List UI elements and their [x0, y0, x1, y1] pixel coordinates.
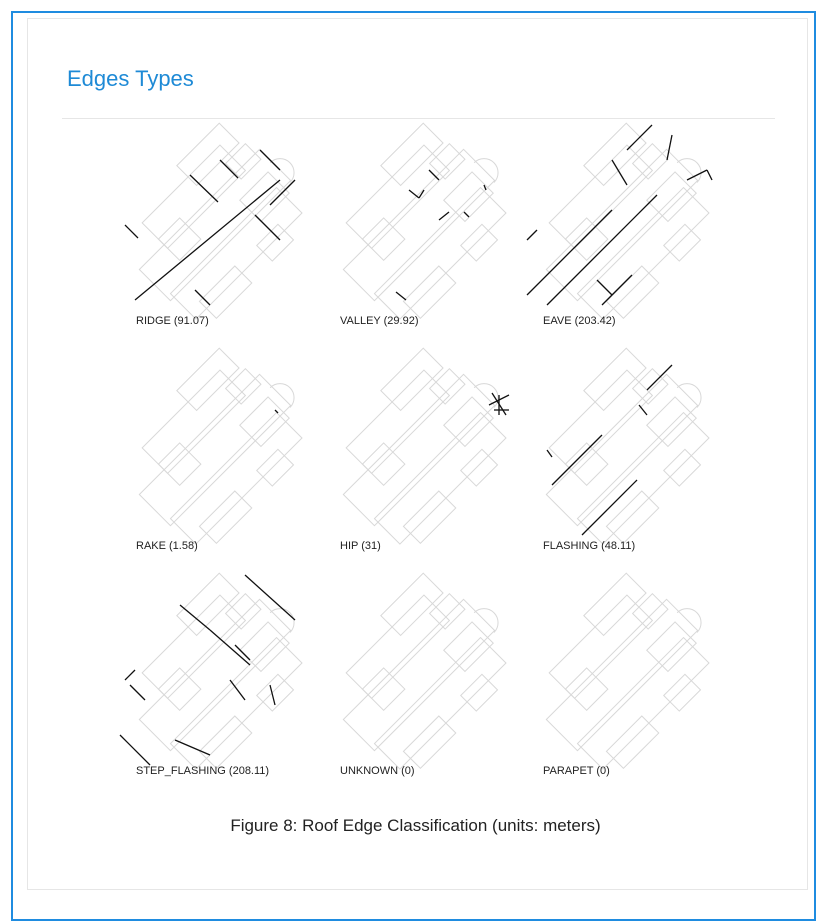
roof-diagram-parapet	[527, 570, 727, 760]
highlighted-edge	[627, 125, 652, 150]
highlighted-edge	[582, 480, 637, 535]
roof-outline	[513, 108, 738, 333]
roof-facet	[142, 145, 245, 248]
roof-outline	[106, 558, 331, 783]
panel-label-unknown: UNKNOWN (0)	[340, 765, 415, 777]
roof-facet	[577, 413, 709, 545]
panel-label-eave: EAVE (203.42)	[543, 315, 616, 327]
roof-diagram-unknown	[324, 570, 524, 760]
roof-facet	[226, 369, 261, 404]
panel-label-ridge: RIDGE (91.07)	[136, 315, 209, 327]
roof-facet	[577, 638, 709, 770]
highlighted-edge	[687, 170, 707, 180]
roof-facet	[549, 595, 652, 698]
roof-facet	[374, 638, 506, 770]
highlighted-edge	[120, 735, 150, 765]
roof-facet	[374, 413, 506, 545]
roof-facet	[257, 674, 294, 711]
highlighted-edge	[547, 195, 657, 305]
roof-facet	[374, 188, 506, 320]
roof-facet	[346, 595, 449, 698]
roof-facet	[199, 491, 251, 543]
section-title: Edges Types	[67, 66, 194, 91]
highlighted-edge	[707, 170, 712, 180]
highlighted-edge	[439, 212, 449, 220]
panel-label-rake: RAKE (1.58)	[136, 540, 198, 552]
highlighted-edge	[639, 405, 647, 415]
highlighted-edge	[125, 670, 135, 680]
roof-facet	[170, 638, 302, 770]
roof-facet	[444, 397, 493, 446]
roof-diagram-hip	[324, 345, 524, 535]
highlighted-edge	[597, 280, 612, 295]
highlighted-edge	[135, 180, 280, 300]
roof-facet	[199, 716, 251, 768]
roof-facet	[549, 145, 652, 248]
roof-outline	[513, 333, 738, 558]
roof-facet	[170, 413, 302, 545]
roof-facet	[142, 370, 245, 473]
panel-ridge	[120, 120, 320, 345]
roof-facet	[403, 716, 455, 768]
roof-facet	[461, 224, 498, 261]
roof-facet	[565, 443, 607, 485]
panel-parapet	[527, 570, 727, 795]
highlighted-edge	[396, 292, 406, 300]
highlighted-edge	[647, 365, 672, 390]
panel-label-hip: HIP (31)	[340, 540, 381, 552]
roof-outline	[310, 333, 535, 558]
roof-facet	[226, 144, 261, 179]
roof-facet	[577, 188, 709, 320]
panel-flashing	[527, 345, 727, 570]
panel-unknown	[324, 570, 524, 795]
panel-rake	[120, 345, 320, 570]
roof-outline	[513, 558, 738, 783]
highlighted-edge	[270, 180, 295, 205]
roof-facet	[461, 674, 498, 711]
highlighted-edge	[464, 212, 469, 217]
roof-facet	[158, 218, 200, 260]
figure-caption: Figure 8: Roof Edge Classification (units: meters)	[230, 816, 601, 835]
roof-facet	[240, 397, 289, 446]
panel-hip	[324, 345, 524, 570]
roof-facet	[403, 491, 455, 543]
roof-facet	[430, 594, 465, 629]
roof-diagram-ridge	[120, 120, 320, 310]
panel-label-flashing: FLASHING (48.11)	[543, 540, 636, 552]
roof-facet	[158, 668, 200, 710]
highlighted-edge	[409, 190, 419, 198]
roof-facet	[257, 224, 294, 261]
panel-label-valley: VALLEY (29.92)	[340, 315, 419, 327]
roof-facet	[664, 224, 701, 261]
highlighted-edge	[260, 150, 280, 170]
roof-diagram-eave	[527, 120, 727, 310]
panel-valley	[324, 120, 524, 345]
roof-facet	[606, 716, 658, 768]
roof-diagram-rake	[120, 345, 320, 535]
roof-facet	[461, 449, 498, 486]
highlighted-edge	[195, 290, 210, 305]
roof-facet	[158, 443, 200, 485]
roof-facet	[403, 266, 455, 318]
roof-facet	[647, 397, 696, 446]
roof-facet	[549, 370, 652, 473]
roof-facet	[633, 594, 668, 629]
highlighted-edge	[180, 605, 210, 630]
roof-facet	[346, 145, 449, 248]
roof-facet	[362, 668, 404, 710]
panel-label-step-flashing: STEP_FLASHING (208.11)	[136, 765, 270, 777]
roof-facet	[226, 594, 261, 629]
roof-facet	[170, 188, 302, 320]
roof-facet	[362, 218, 404, 260]
highlighted-edge	[130, 685, 145, 700]
highlighted-edge	[190, 175, 218, 202]
roof-facet	[199, 266, 251, 318]
panel-step-flashing	[120, 570, 320, 795]
roof-diagram-flashing	[527, 345, 727, 535]
highlighted-edge	[125, 225, 138, 238]
roof-facet	[664, 449, 701, 486]
highlighted-edge	[210, 630, 250, 665]
roof-facet	[633, 144, 668, 179]
roof-facet	[240, 622, 289, 671]
highlighted-edge	[547, 450, 552, 457]
roof-facet	[565, 218, 607, 260]
title-divider	[62, 118, 775, 119]
roof-outline	[106, 108, 331, 333]
roof-facet	[257, 449, 294, 486]
panel-label-parapet: PARAPET (0)	[543, 765, 610, 777]
roof-facet	[346, 370, 449, 473]
roof-diagram-valley	[324, 120, 524, 310]
roof-facet	[430, 369, 465, 404]
roof-facet	[240, 172, 289, 221]
highlighted-edge	[667, 135, 672, 160]
highlighted-edge	[527, 230, 537, 240]
roof-outline	[310, 558, 535, 783]
roof-facet	[444, 172, 493, 221]
roof-facet	[664, 674, 701, 711]
highlighted-edge	[245, 575, 295, 620]
roof-outline	[106, 333, 331, 558]
highlighted-edge	[270, 685, 275, 705]
roof-facet	[444, 622, 493, 671]
highlighted-edge	[255, 215, 280, 240]
roof-facet	[430, 144, 465, 179]
roof-facet	[606, 491, 658, 543]
roof-facet	[362, 443, 404, 485]
roof-outline	[310, 108, 535, 333]
roof-diagram-step-flashing	[120, 570, 320, 760]
roof-facet	[647, 622, 696, 671]
highlighted-edge	[220, 160, 238, 178]
panel-eave	[527, 120, 727, 345]
roof-facet	[565, 668, 607, 710]
